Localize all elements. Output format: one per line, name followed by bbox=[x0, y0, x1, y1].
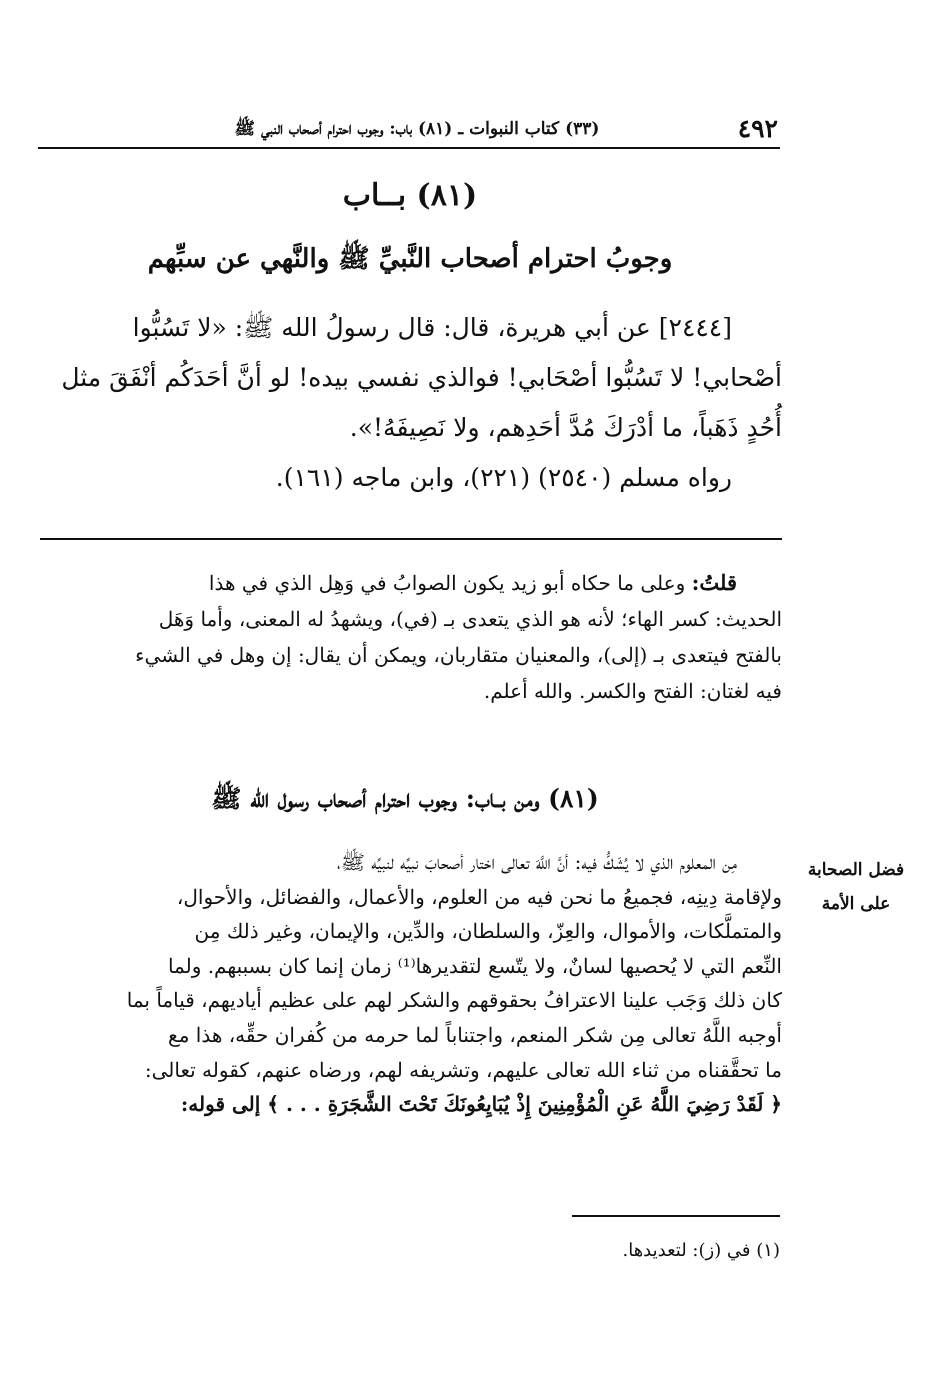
commentary-line bbox=[40, 565, 782, 601]
body-line: النِّعم التي لا يُحصيها لسانٌ، ولا يتّسع لتقديرها⁽¹⁾ زمان إنما كان بسببهم. ولما bbox=[167, 953, 782, 978]
commentary-line: بالفتح فيتعدى بـ (إلى)، والمعنيان متقاربان، ويمكن أن يقال: إن وهل في الشيء bbox=[135, 643, 782, 667]
page-number: ٤٩٢ bbox=[737, 114, 778, 143]
margin-note bbox=[800, 853, 912, 921]
body-line: مِن المعلوم الذي لا يُشَكُّ فيه: أنَّ اللَّهَ تعالى اختار أصحابَ نبيِّه لنبيِّه ﷺ، bbox=[336, 850, 737, 874]
section-divider bbox=[40, 538, 782, 540]
hadith-line: [٢٤٤٤] عن أبي هريرة، قال: قال رسولُ الله ﷺ: «لا تَسُبُّوا bbox=[132, 313, 732, 342]
section-heading: (٨١) ومن بــاب: وجوب احترام أصحاب رسول الله ﷺ bbox=[211, 784, 599, 813]
commentary-line: فيه لغتان: الفتح والكسر. والله أعلم. bbox=[483, 679, 782, 703]
margin-note-line: فضل الصحابة bbox=[807, 860, 905, 880]
hadith-source: رواه مسلم (٢٥٤٠) (٢٢١)، وابن ماجه (١٦١). bbox=[275, 463, 732, 492]
body-line: أوجبه اللَّهُ تعالى مِن شكر المنعم، واجتناباً لما حرمه من كُفران حقِّه، هذا مع bbox=[168, 1022, 782, 1047]
commentary-line: الحديث: كسر الهاء؛ لأنه هو الذي يتعدى بـ (في)، ويشهدُ له المعنى، وأما وَهَل bbox=[158, 607, 782, 631]
footnote-divider bbox=[572, 1215, 780, 1217]
body-line: ولإقامة دِينِه، فجميعُ ما نحن فيه من العلوم، والأعمال، والفضائل، والأحوال، bbox=[176, 884, 782, 909]
commentary-lead: قلتُ: bbox=[691, 570, 737, 595]
chapter-title: (٨١) بــاب bbox=[342, 178, 478, 213]
body-line: والمتملَّكات، والأموال، والعِزّ، والسلطان، والدِّين، والإيمان، وغير ذلك مِن bbox=[194, 919, 782, 944]
quran-verse-line: ﴿ لَقَدْ رَضِيَ اللَّهُ عَنِ الْمُؤْمِنِينَ إِذْ يُبَايِعُونَكَ تَحْتَ الشَّجَرَةِ . . . ﴾ إلى قوله: bbox=[180, 1092, 782, 1117]
running-title: (٣٣) كتاب النبوات ـ (٨١) باب: وجوب احترام أصحاب النبي ﷺ bbox=[234, 119, 600, 139]
hadith-text bbox=[42, 303, 782, 503]
body-line: ما تحقَّقناه من ثناء الله تعالى عليهم، وتشريفه لهم، ورضاه عنهم، كقوله تعالى: bbox=[144, 1057, 782, 1082]
hadith-line: أصْحابي! لا تَسُبُّوا أصْحَابي! فوالذي نفسي بيده! لو أنَّ أحَدَكُم أنْفَقَ مثل bbox=[61, 363, 782, 392]
page-header bbox=[38, 110, 778, 144]
body-line: كان ذلك وَجَب علينا الاعترافُ بحقوقهم والشكر لهم على عظيم أياديهم، قياماً بما bbox=[126, 988, 782, 1013]
commentary-text: وعلى ما حكاه أبو زيد يكون الصوابُ في وَهِل الذي في هذا bbox=[208, 571, 686, 595]
header-divider bbox=[38, 147, 780, 149]
chapter-subtitle: وجوبُ احترام أصحاب النَّبيِّ ﷺ والنَّهي عن سبِّهم bbox=[147, 244, 673, 274]
commentary-block bbox=[40, 565, 782, 709]
margin-note-line: على الأمة bbox=[821, 894, 891, 914]
footnote: (١) في (ز): لتعديدها. bbox=[622, 1240, 780, 1261]
section-body bbox=[40, 845, 782, 1122]
hadith-line: أُحُدٍ ذَهَباً، ما أدْرَكَ مُدَّ أحَدِهم، ولا نَصِيفَهُ!». bbox=[349, 413, 782, 442]
